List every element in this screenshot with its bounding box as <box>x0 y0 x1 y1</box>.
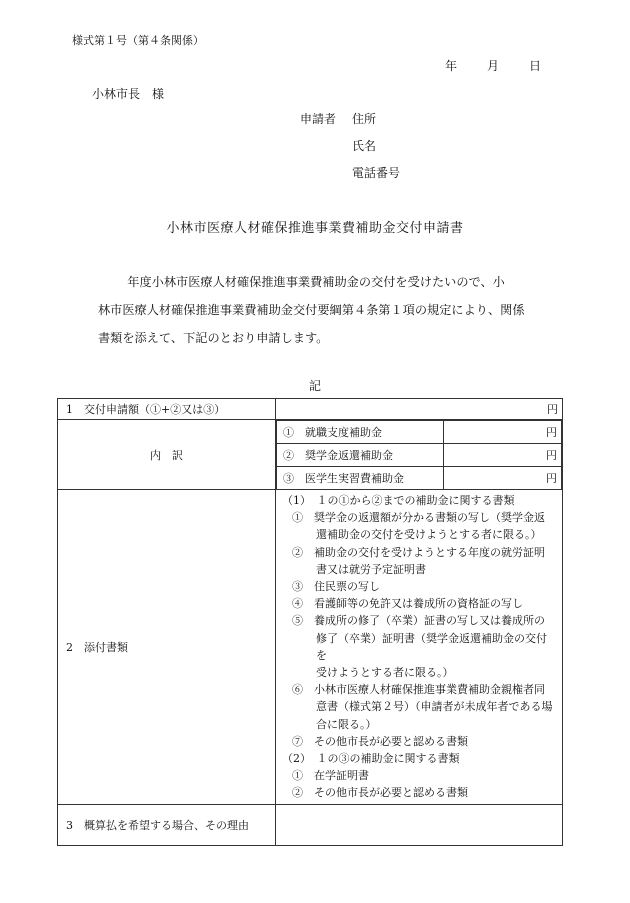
date-day: 日 <box>529 59 542 73</box>
doc-line: 合に限る。） <box>316 717 377 731</box>
application-table <box>57 398 563 846</box>
attachments-label: 2 添付書類 <box>58 490 276 805</box>
advance-payment-reason-field[interactable] <box>276 804 563 845</box>
doc-line: 意書（様式第２号）（申請者が未成年者である場 <box>316 700 553 714</box>
requested-amount-field[interactable]: 円 <box>276 399 563 420</box>
breakdown-row <box>277 421 562 444</box>
date-month: 月 <box>487 59 500 73</box>
doc-line: 還補助金の交付を受けようとする者に限る。） <box>316 528 542 542</box>
doc-line: ② その他市長が必要と認める書類 <box>292 786 468 800</box>
form-number: 様式第１号（第４条関係） <box>72 34 204 47</box>
body-paragraph <box>98 268 548 352</box>
doc-line: ① 奨学金の返還額が分かる書類の写し（奨学金返 <box>292 511 545 525</box>
breakdown-item-label: ③ 医学生実習費補助金 <box>277 467 444 490</box>
doc-line: 修了（卒業）証明書（奨学金返還補助金の交付を <box>316 631 547 662</box>
requested-amount-label: 1 交付申請額（①+②又は③） <box>58 399 276 420</box>
breakdown-row <box>277 444 562 467</box>
breakdown-item-label: ② 奨学金返還補助金 <box>277 444 444 467</box>
doc-line: 受けようとする者に限る。） <box>316 666 454 680</box>
body-line-1: 年度小林市医療人材確保推進事業費補助金の交付を受けたいので、小 <box>127 275 505 289</box>
ki-heading: 記 <box>308 379 321 393</box>
date-line <box>445 57 541 74</box>
breakdown-amount-field[interactable]: 円 <box>444 444 562 467</box>
document-title: 小林市医療人材確保推進事業費補助金交付申請書 <box>166 221 464 236</box>
doc-line: ② 補助金の交付を受けようとする年度の就労証明 <box>292 545 545 559</box>
applicant-phone-label: 電話番号 <box>352 166 401 180</box>
doc-line: 書又は就労予定証明書 <box>316 562 426 576</box>
applicant-label: 申請者 <box>300 112 337 126</box>
doc-line: ⑥ 小林市医療人材確保推進事業費補助金親権者同 <box>292 683 545 697</box>
breakdown-row <box>277 467 562 490</box>
addressee: 小林市長 様 <box>92 87 165 101</box>
applicant-address-label: 住所 <box>352 112 377 126</box>
breakdown-cell <box>276 420 563 490</box>
applicant-name-label: 氏名 <box>352 139 377 153</box>
doc-line: （2） １の③の補助金に関する書類 <box>282 752 460 766</box>
date-year: 年 <box>445 59 458 73</box>
breakdown-amount-field[interactable]: 円 <box>444 421 562 444</box>
doc-line: ③ 住民票の写し <box>292 580 380 594</box>
body-line-3: 書類を添えて、下記のとおり申請します。 <box>98 331 329 345</box>
attachments-list <box>276 490 563 805</box>
doc-line: （1） １の①から②までの補助金に関する書類 <box>282 494 515 507</box>
doc-line: ⑤ 養成所の修了（卒業）証書の写し又は養成所の <box>292 614 545 628</box>
doc-line: ① 在学証明書 <box>292 769 369 783</box>
body-line-2: 林市医療人材確保推進事業費補助金交付要綱第４条第１項の規定により、関係 <box>98 303 525 317</box>
breakdown-label: 内 訳 <box>58 420 276 490</box>
advance-payment-reason-label: 3 概算払を希望する場合、その理由 <box>58 804 276 845</box>
doc-line: ④ 看護師等の免許又は養成所の資格証の写し <box>292 597 523 611</box>
breakdown-amount-field[interactable]: 円 <box>444 467 562 490</box>
breakdown-table <box>276 420 562 489</box>
doc-line: ⑦ その他市長が必要と認める書類 <box>292 734 468 748</box>
breakdown-item-label: ① 就職支度補助金 <box>277 421 444 444</box>
